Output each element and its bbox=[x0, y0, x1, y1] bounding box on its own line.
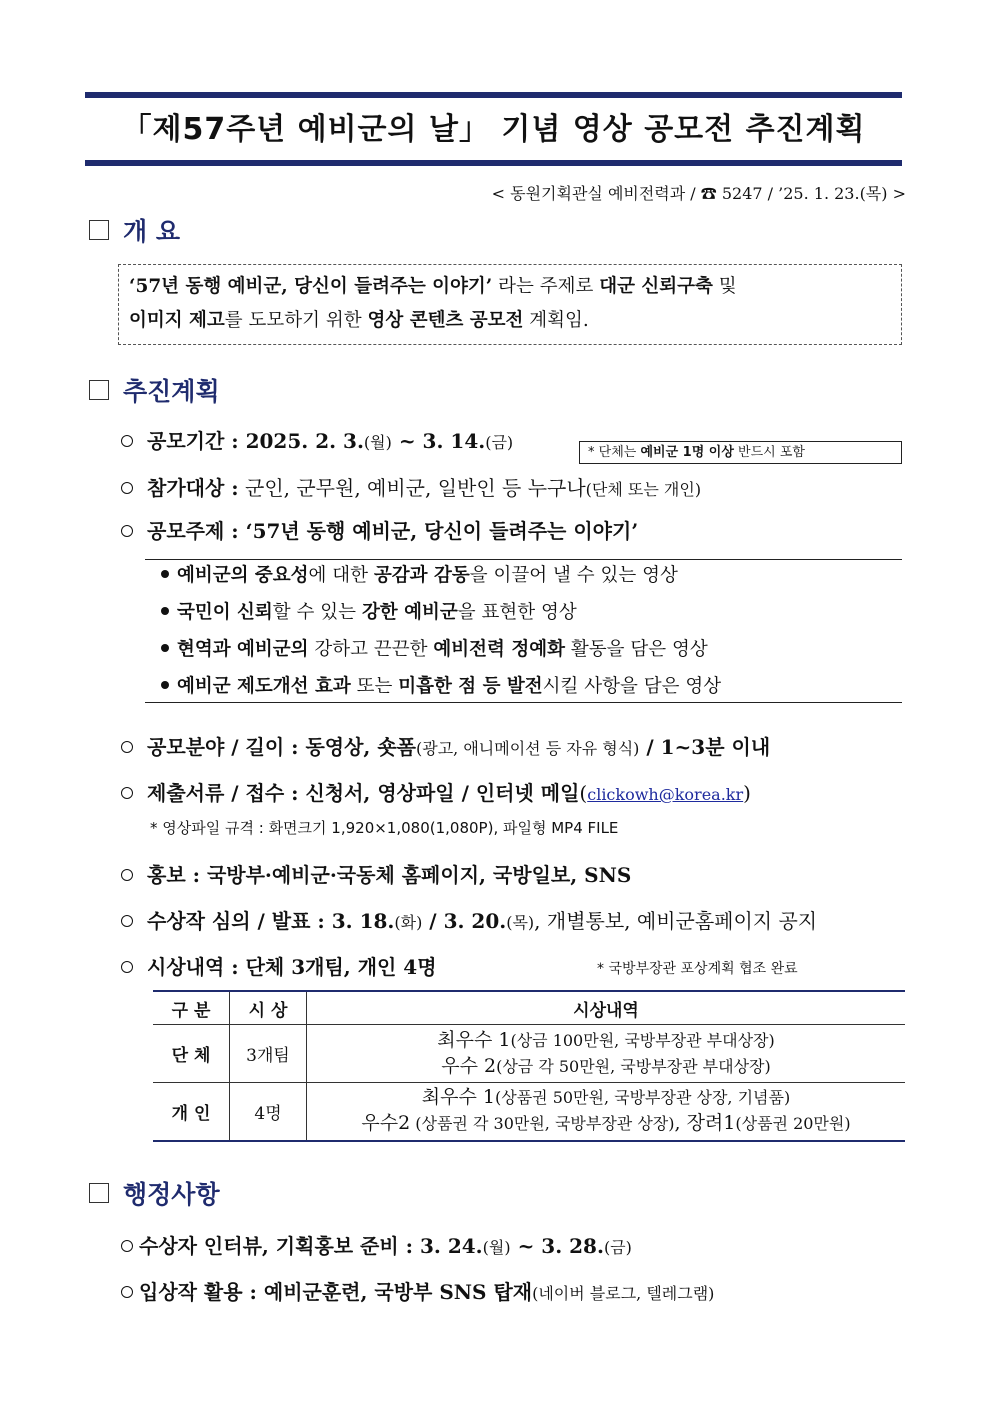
theme-item-text: 에 대한 bbox=[308, 565, 374, 586]
review-day: (화) bbox=[394, 913, 423, 932]
team-requirement-note bbox=[579, 441, 902, 464]
field-length: / 1~3분 이내 bbox=[639, 735, 771, 759]
detail-line bbox=[307, 1111, 905, 1137]
overview-line-1 bbox=[129, 270, 891, 304]
theme-row bbox=[121, 515, 638, 544]
table-header: 시상내역 bbox=[307, 991, 906, 1025]
bullet-dot-icon bbox=[161, 681, 169, 689]
award-rank: 우수 2 bbox=[441, 1054, 497, 1077]
circle-bullet-icon bbox=[121, 1286, 133, 1298]
award-prize: (상품권 50만원, 국방부장관 상장, 기념품) bbox=[495, 1088, 791, 1108]
admin-item-extra: (네이버 블로그, 텔레그램) bbox=[532, 1284, 715, 1303]
theme-item-emphasis: 예비전력 정예화 bbox=[433, 639, 565, 660]
checkbox-square-icon bbox=[89, 380, 109, 400]
theme-value: ‘57년 동행 예비군, 당신이 들려주는 이야기’ bbox=[238, 519, 639, 543]
field-format: (광고, 애니메이션 등 자유 형식) bbox=[416, 739, 640, 758]
detail-cell bbox=[307, 1083, 906, 1141]
admin-date: 3. 24. bbox=[413, 1234, 483, 1258]
review-row bbox=[121, 905, 817, 934]
award-prize: (상금 각 50만원, 국방부장관 부대상장) bbox=[496, 1056, 771, 1076]
award-rank: 최우수 1 bbox=[421, 1086, 495, 1109]
overview-emphasis: 대군 신뢰구축 bbox=[599, 276, 713, 297]
table-header: 시 상 bbox=[230, 991, 307, 1025]
theme-item-text: 을 표현한 영상 bbox=[457, 602, 577, 623]
overview-text: 라는 주제로 bbox=[492, 276, 600, 297]
table-row bbox=[153, 1083, 905, 1141]
count-cell: 3개팀 bbox=[230, 1025, 307, 1083]
detail-cell bbox=[307, 1025, 906, 1083]
circle-bullet-icon bbox=[121, 435, 133, 447]
award-rank: 우수2 bbox=[361, 1112, 411, 1135]
admin-heading: 행정사항 bbox=[123, 1180, 220, 1209]
overview-theme-text: ‘57년 동행 예비군, 당신이 들려주는 이야기’ bbox=[129, 276, 493, 297]
table-row bbox=[153, 1025, 905, 1083]
section-heading-admin bbox=[89, 1175, 220, 1211]
section-heading-overview bbox=[89, 212, 180, 248]
award-rank: 최우수 1 bbox=[437, 1028, 511, 1051]
overview-heading: 개 요 bbox=[123, 217, 181, 246]
circle-bullet-icon bbox=[121, 482, 133, 494]
submission-row: 제출서류 / 접수 : 신청서, 영상파일 / 인터넷 메일(clickowh@korea.kr) bbox=[121, 777, 751, 806]
participants-extra: (단체 또는 개인) bbox=[585, 480, 702, 499]
theme-item-emphasis: 미흡한 점 등 발전 bbox=[398, 676, 543, 697]
theme-item-emphasis: 공감과 감동 bbox=[373, 565, 470, 586]
document-title: 「제57주년 예비군의 날」 기념 영상 공모전 추진계획 bbox=[121, 112, 866, 147]
title-bottom-rule bbox=[85, 160, 902, 166]
table-header-row bbox=[153, 991, 905, 1025]
checkbox-square-icon bbox=[89, 1183, 109, 1203]
participants-value: 군인, 군무원, 예비군, 일반인 등 누구나 bbox=[238, 476, 586, 500]
awards-table bbox=[153, 990, 905, 1142]
theme-item-emphasis: 현역과 예비군의 bbox=[177, 639, 309, 660]
admin-item-value: 예비군훈련, 국방부 SNS 탑재 bbox=[256, 1280, 533, 1304]
file-spec-note: * 영상파일 규격 : 화면크기 1,920×1,080(1,080P), 파일형 MP4 FILE bbox=[150, 819, 619, 837]
awards-label: 시상내역 : bbox=[147, 955, 239, 979]
detail-line bbox=[307, 1028, 905, 1054]
admin-item-2 bbox=[121, 1276, 714, 1305]
review-label: 수상작 심의 / 발표 : bbox=[147, 909, 325, 933]
bullet-dot-icon bbox=[161, 607, 169, 615]
document-meta: < 동원기획관실 예비전력과 / ☎ 5247 / ’25. 1. 23.(목) > bbox=[491, 184, 906, 203]
count-cell: 4명 bbox=[230, 1083, 307, 1141]
category-cell: 단 체 bbox=[153, 1025, 230, 1083]
submission-value: 신청서, 영상파일 / 인터넷 메일 bbox=[298, 781, 580, 805]
award-prize: (상품권 각 30만원, 국방부장관 상장) bbox=[410, 1114, 675, 1134]
award-rank: , 장려1 bbox=[674, 1112, 736, 1135]
theme-item-emphasis: 예비군 제도개선 효과 bbox=[177, 676, 351, 697]
theme-item-text: 활동을 담은 영상 bbox=[564, 639, 708, 660]
theme-item-text: 강하고 끈끈한 bbox=[308, 639, 434, 660]
admin-date: ~ 3. 28. bbox=[510, 1234, 604, 1258]
promo-label: 홍보 : bbox=[147, 863, 200, 887]
category-cell: 개 인 bbox=[153, 1083, 230, 1141]
detail-line bbox=[307, 1054, 905, 1080]
admin-day: (월) bbox=[482, 1238, 511, 1257]
plan-heading: 추진계획 bbox=[123, 377, 220, 406]
overview-emphasis: 영상 콘텐츠 공모전 bbox=[367, 310, 524, 331]
bullet-dot-icon bbox=[161, 570, 169, 578]
note-text: * 단체는 bbox=[588, 445, 641, 460]
period-row bbox=[121, 425, 513, 454]
promo-value: 국방부·예비군·국동체 홈페이지, 국방일보, SNS bbox=[200, 863, 632, 887]
period-label: 공모기간 : bbox=[147, 429, 239, 453]
award-prize: (상금 100만원, 국방부장관 부대상장) bbox=[510, 1030, 775, 1050]
overview-line-2 bbox=[129, 304, 891, 338]
submission-label: 제출서류 / 접수 : bbox=[147, 781, 299, 805]
promo-row bbox=[121, 859, 631, 888]
circle-bullet-icon bbox=[121, 961, 133, 973]
overview-box bbox=[118, 264, 902, 345]
overview-text: 계획임. bbox=[523, 310, 589, 331]
circle-bullet-icon bbox=[121, 741, 133, 753]
theme-label: 공모주제 : bbox=[147, 519, 239, 543]
theme-list bbox=[145, 559, 902, 703]
period-end: ~ 3. 14. bbox=[391, 429, 486, 453]
field-label: 공모분야 / 길이 : bbox=[147, 735, 299, 759]
field-value: 동영상, 숏폼 bbox=[298, 735, 416, 759]
section-heading-plan bbox=[89, 372, 220, 408]
note-text: 반드시 포함 bbox=[733, 445, 805, 460]
awards-row bbox=[121, 951, 437, 980]
announce-day: (목) bbox=[506, 913, 535, 932]
admin-item-label: 입상작 활용 : bbox=[139, 1280, 257, 1304]
period-start: 2025. 2. 3. bbox=[238, 429, 364, 453]
admin-item-1 bbox=[121, 1230, 632, 1259]
period-end-day: (금) bbox=[485, 433, 514, 452]
bullet-dot-icon bbox=[161, 644, 169, 652]
checkbox-square-icon bbox=[89, 220, 109, 240]
field-row bbox=[121, 731, 770, 760]
overview-text: 및 bbox=[712, 276, 737, 297]
theme-item-emphasis: 국민이 신뢰 bbox=[177, 602, 273, 623]
list-item bbox=[145, 671, 902, 708]
title-top-rule bbox=[85, 92, 902, 98]
circle-bullet-icon bbox=[121, 869, 133, 881]
participants-label: 참가대상 : bbox=[147, 476, 239, 500]
review-date: 3. 18. bbox=[324, 909, 395, 933]
overview-emphasis: 이미지 제고 bbox=[129, 310, 225, 331]
circle-bullet-icon bbox=[121, 787, 133, 799]
theme-item-text: 시킬 사항을 담은 영상 bbox=[542, 676, 722, 697]
note-emphasis: 예비군 1명 이상 bbox=[640, 445, 734, 460]
announce-date: / 3. 20. bbox=[422, 909, 507, 933]
list-item bbox=[145, 560, 902, 597]
theme-item-text: 할 수 있는 bbox=[272, 602, 362, 623]
awards-note: * 국방부장관 포상계획 협조 완료 bbox=[597, 961, 798, 977]
review-rest: , 개별통보, 예비군홈페이지 공지 bbox=[534, 909, 818, 933]
overview-text: 를 도모하기 위한 bbox=[224, 310, 368, 331]
theme-item-emphasis: 강한 예비군 bbox=[361, 602, 458, 623]
list-item bbox=[145, 634, 902, 671]
circle-bullet-icon bbox=[121, 1240, 133, 1252]
table-header: 구 분 bbox=[153, 991, 230, 1025]
theme-item-emphasis: 예비군의 중요성 bbox=[177, 565, 309, 586]
circle-bullet-icon bbox=[121, 525, 133, 537]
admin-item-label: 수상자 인터뷰, 기획홍보 준비 : bbox=[139, 1234, 414, 1258]
detail-line bbox=[307, 1085, 905, 1111]
period-start-day: (월) bbox=[363, 433, 392, 452]
award-prize: (상품권 20만원) bbox=[735, 1114, 851, 1134]
participants-row bbox=[121, 472, 701, 501]
theme-item-text: 을 이끌어 낼 수 있는 영상 bbox=[469, 565, 678, 586]
awards-value: 단체 3개팀, 개인 4명 bbox=[238, 955, 437, 979]
list-item bbox=[145, 597, 902, 634]
email-link[interactable]: clickowh@korea.kr bbox=[587, 785, 744, 804]
theme-item-text: 또는 bbox=[350, 676, 399, 697]
admin-day: (금) bbox=[603, 1238, 632, 1257]
circle-bullet-icon bbox=[121, 915, 133, 927]
